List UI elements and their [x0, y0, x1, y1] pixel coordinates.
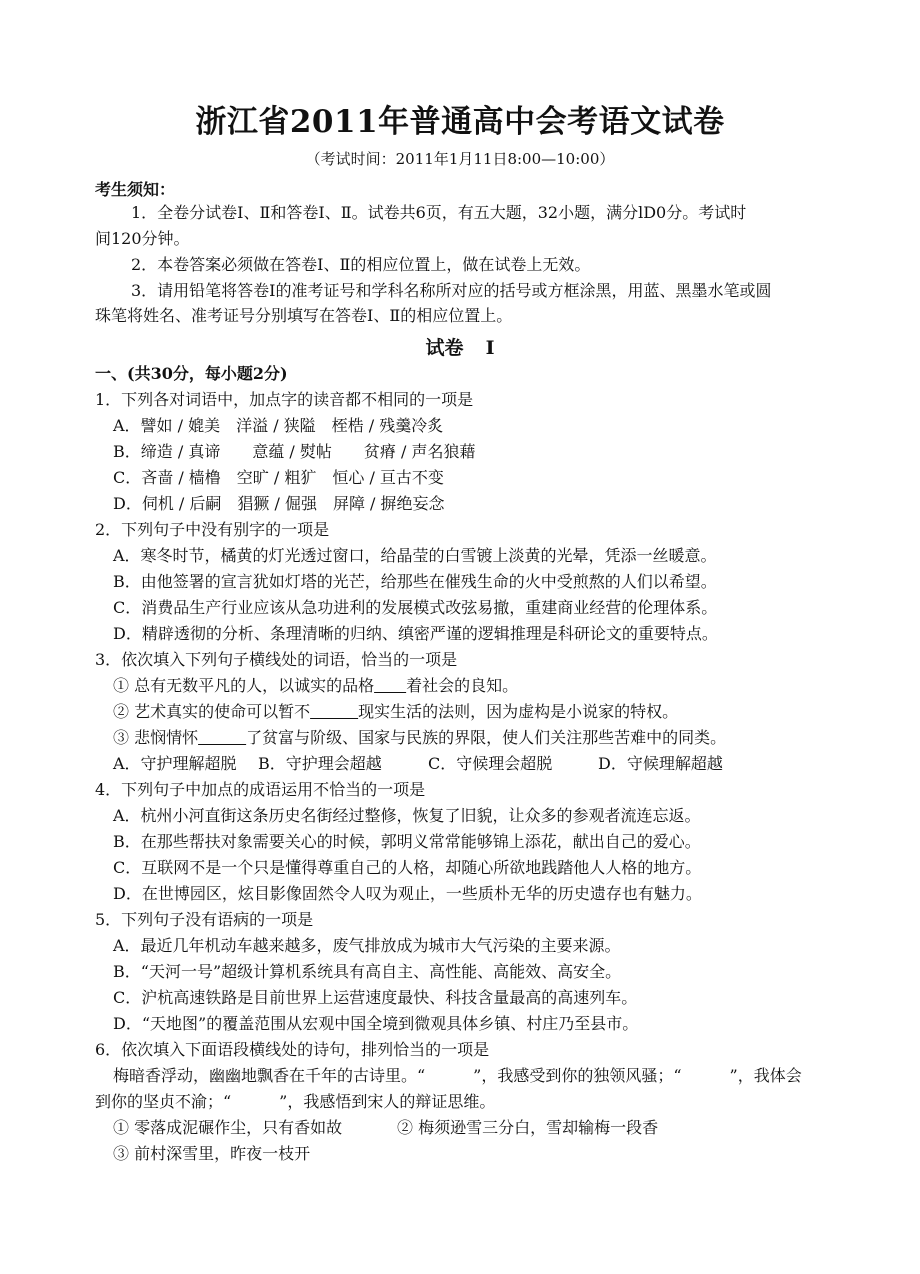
part-heading: 一、(共30分，每小题2分)	[95, 364, 288, 383]
question-6-options-row-1	[113, 1118, 658, 1138]
question-6-option-2: ② 梅须逊雪三分白，雪却输梅一段香	[397, 1118, 659, 1137]
section-label: 试卷	[425, 337, 464, 359]
notice-heading: 考生须知：	[95, 180, 176, 199]
section-numeral: I	[485, 337, 495, 359]
sentence-text: ① 总有无数平凡的人，以诚实的品格	[113, 676, 375, 695]
question-2-option-b: B．由他签署的宣言犹如灯塔的光芒，给那些在催残生命的火中受煎熬的人们以希望。	[113, 572, 717, 591]
question-3-sentence-3	[113, 728, 726, 748]
answer-blank	[374, 676, 406, 695]
section-title	[0, 333, 920, 360]
answer-blank	[310, 702, 358, 721]
notice-item-3-cont: 珠笔将姓名、准考证号分别填写在答卷Ⅰ、Ⅱ的相应位置上。	[95, 306, 513, 325]
question-1-option-b: B．缔造 / 真谛 意蕴 / 熨帖 贫瘠 / 声名狼藉	[113, 442, 476, 461]
question-1-option-d: D．伺机 / 后嗣 猖獗 / 倔强 屏障 / 摒绝妄念	[113, 494, 445, 513]
question-4-option-a: A．杭州小河直街这条历史名街经过整修，恢复了旧貌，让众多的参观者流连忘返。	[113, 806, 701, 825]
question-5-stem: 5．下列句子没有语病的一项是	[95, 910, 314, 929]
question-6-paragraph: 梅暗香浮动，幽幽地飘香在千年的古诗里。“ ”，我感受到你的独领风骚；“ ”，我体会	[113, 1066, 802, 1085]
answer-blank	[198, 728, 246, 747]
question-2-option-a: A．寒冬时节，橘黄的灯光透过窗口，给晶莹的白雪镀上淡黄的光晕，凭添一丝暖意。	[113, 546, 717, 565]
question-2-option-c: C．消费品生产行业应该从急功进利的发展模式改弦易撤，重建商业经营的伦理体系。	[113, 598, 718, 617]
sentence-text: ③ 悲悯情怀	[113, 728, 199, 747]
question-3-option-c: C．守候理会超脱	[428, 754, 553, 773]
question-2-option-d: D．精辟透彻的分析、条理清晰的归纳、缜密严谨的逻辑推理是科研论文的重要特点。	[113, 624, 718, 643]
question-5-option-d: D．“天地图”的覆盖范围从宏观中国全境到微观具体乡镇、村庄乃至县市。	[113, 1014, 639, 1033]
question-1-option-c: C．吝啬 / 樯橹 空旷 / 粗犷 恒心 / 亘古不变	[113, 468, 444, 487]
question-5-option-b: B．“天河一号”超级计算机系统具有高自主、高性能、高能效、高安全。	[113, 962, 622, 981]
question-6-paragraph-cont: 到你的坚贞不渝；“ ”，我感悟到宋人的辩证思维。	[95, 1092, 496, 1111]
question-3-option-b: B．守护理会超越	[258, 754, 382, 773]
question-5-option-a: A．最近几年机动车越来越多，废气排放成为城市大气污染的主要来源。	[113, 936, 621, 955]
exam-time: （考试时间：2011年1月11日8:00—10:00）	[305, 150, 615, 168]
question-6-option-3: ③ 前村深雪里，昨夜一枝开	[113, 1144, 311, 1163]
question-4-option-d: D．在世博园区，炫目影像固然令人叹为观止，一些质朴无华的历史遗存也有魅力。	[113, 884, 702, 903]
question-3-options	[113, 754, 723, 774]
question-1-stem: 1．下列各对词语中，加点字的读音都不相同的一项是	[95, 390, 474, 409]
sentence-text: 了贫富与阶级、国家与民族的界限，使人们关注那些苦难中的同类。	[246, 728, 727, 747]
question-6-option-1: ① 零落成泥碾作尘，只有香如故	[113, 1118, 343, 1137]
notice-item-1-cont: 间120分钟。	[95, 229, 190, 248]
question-3-sentence-2	[113, 702, 678, 722]
sentence-text: 现实生活的法则，因为虚构是小说家的特权。	[358, 702, 679, 721]
question-2-stem: 2．下列句子中没有别字的一项是	[95, 520, 330, 539]
question-5-option-c: C．沪杭高速铁路是目前世界上运营速度最快、科技含量最高的高速列车。	[113, 988, 638, 1007]
question-6-stem: 6．依次填入下面语段横线处的诗句，排列恰当的一项是	[95, 1040, 490, 1059]
notice-item-1: 1．全卷分试卷Ⅰ、Ⅱ和答卷Ⅰ、Ⅱ。试卷共6页，有五大题，32小题，满分lD0分。考试时	[131, 203, 747, 222]
notice-item-3: 3．请用铅笔将答卷Ⅰ的准考证号和学科名称所对应的括号或方框涂黑，用蓝、黑墨水笔或圆	[131, 281, 772, 300]
question-3-option-a: A．守护理解超脱	[113, 754, 237, 773]
question-3-stem: 3．依次填入下列句子横线处的词语，恰当的一项是	[95, 650, 458, 669]
question-1-option-a: A．譬如 / 媲美 洋溢 / 狭隘 桎梏 / 残羹冷炙	[113, 416, 444, 435]
page-title: 浙江省2011年普通高中会考语文试卷	[195, 104, 725, 140]
question-3-sentence-1	[113, 676, 518, 696]
question-4-stem: 4．下列句子中加点的成语运用不恰当的一项是	[95, 780, 426, 799]
question-4-option-c: C．互联网不是一个只是懂得尊重自己的人格，却随心所欲地践踏他人人格的地方。	[113, 858, 702, 877]
sentence-text: ② 艺术真实的使命可以暂不	[113, 702, 311, 721]
sentence-text: 着社会的良知。	[406, 676, 519, 695]
notice-item-2: 2．本卷答案必须做在答卷Ⅰ、Ⅱ的相应位置上，做在试卷上无效。	[131, 255, 591, 274]
question-3-option-d: D．守候理解超越	[598, 754, 723, 773]
question-4-option-b: B．在那些帮扶对象需要关心的时候，郭明义常常能够锦上添花，献出自己的爱心。	[113, 832, 701, 851]
